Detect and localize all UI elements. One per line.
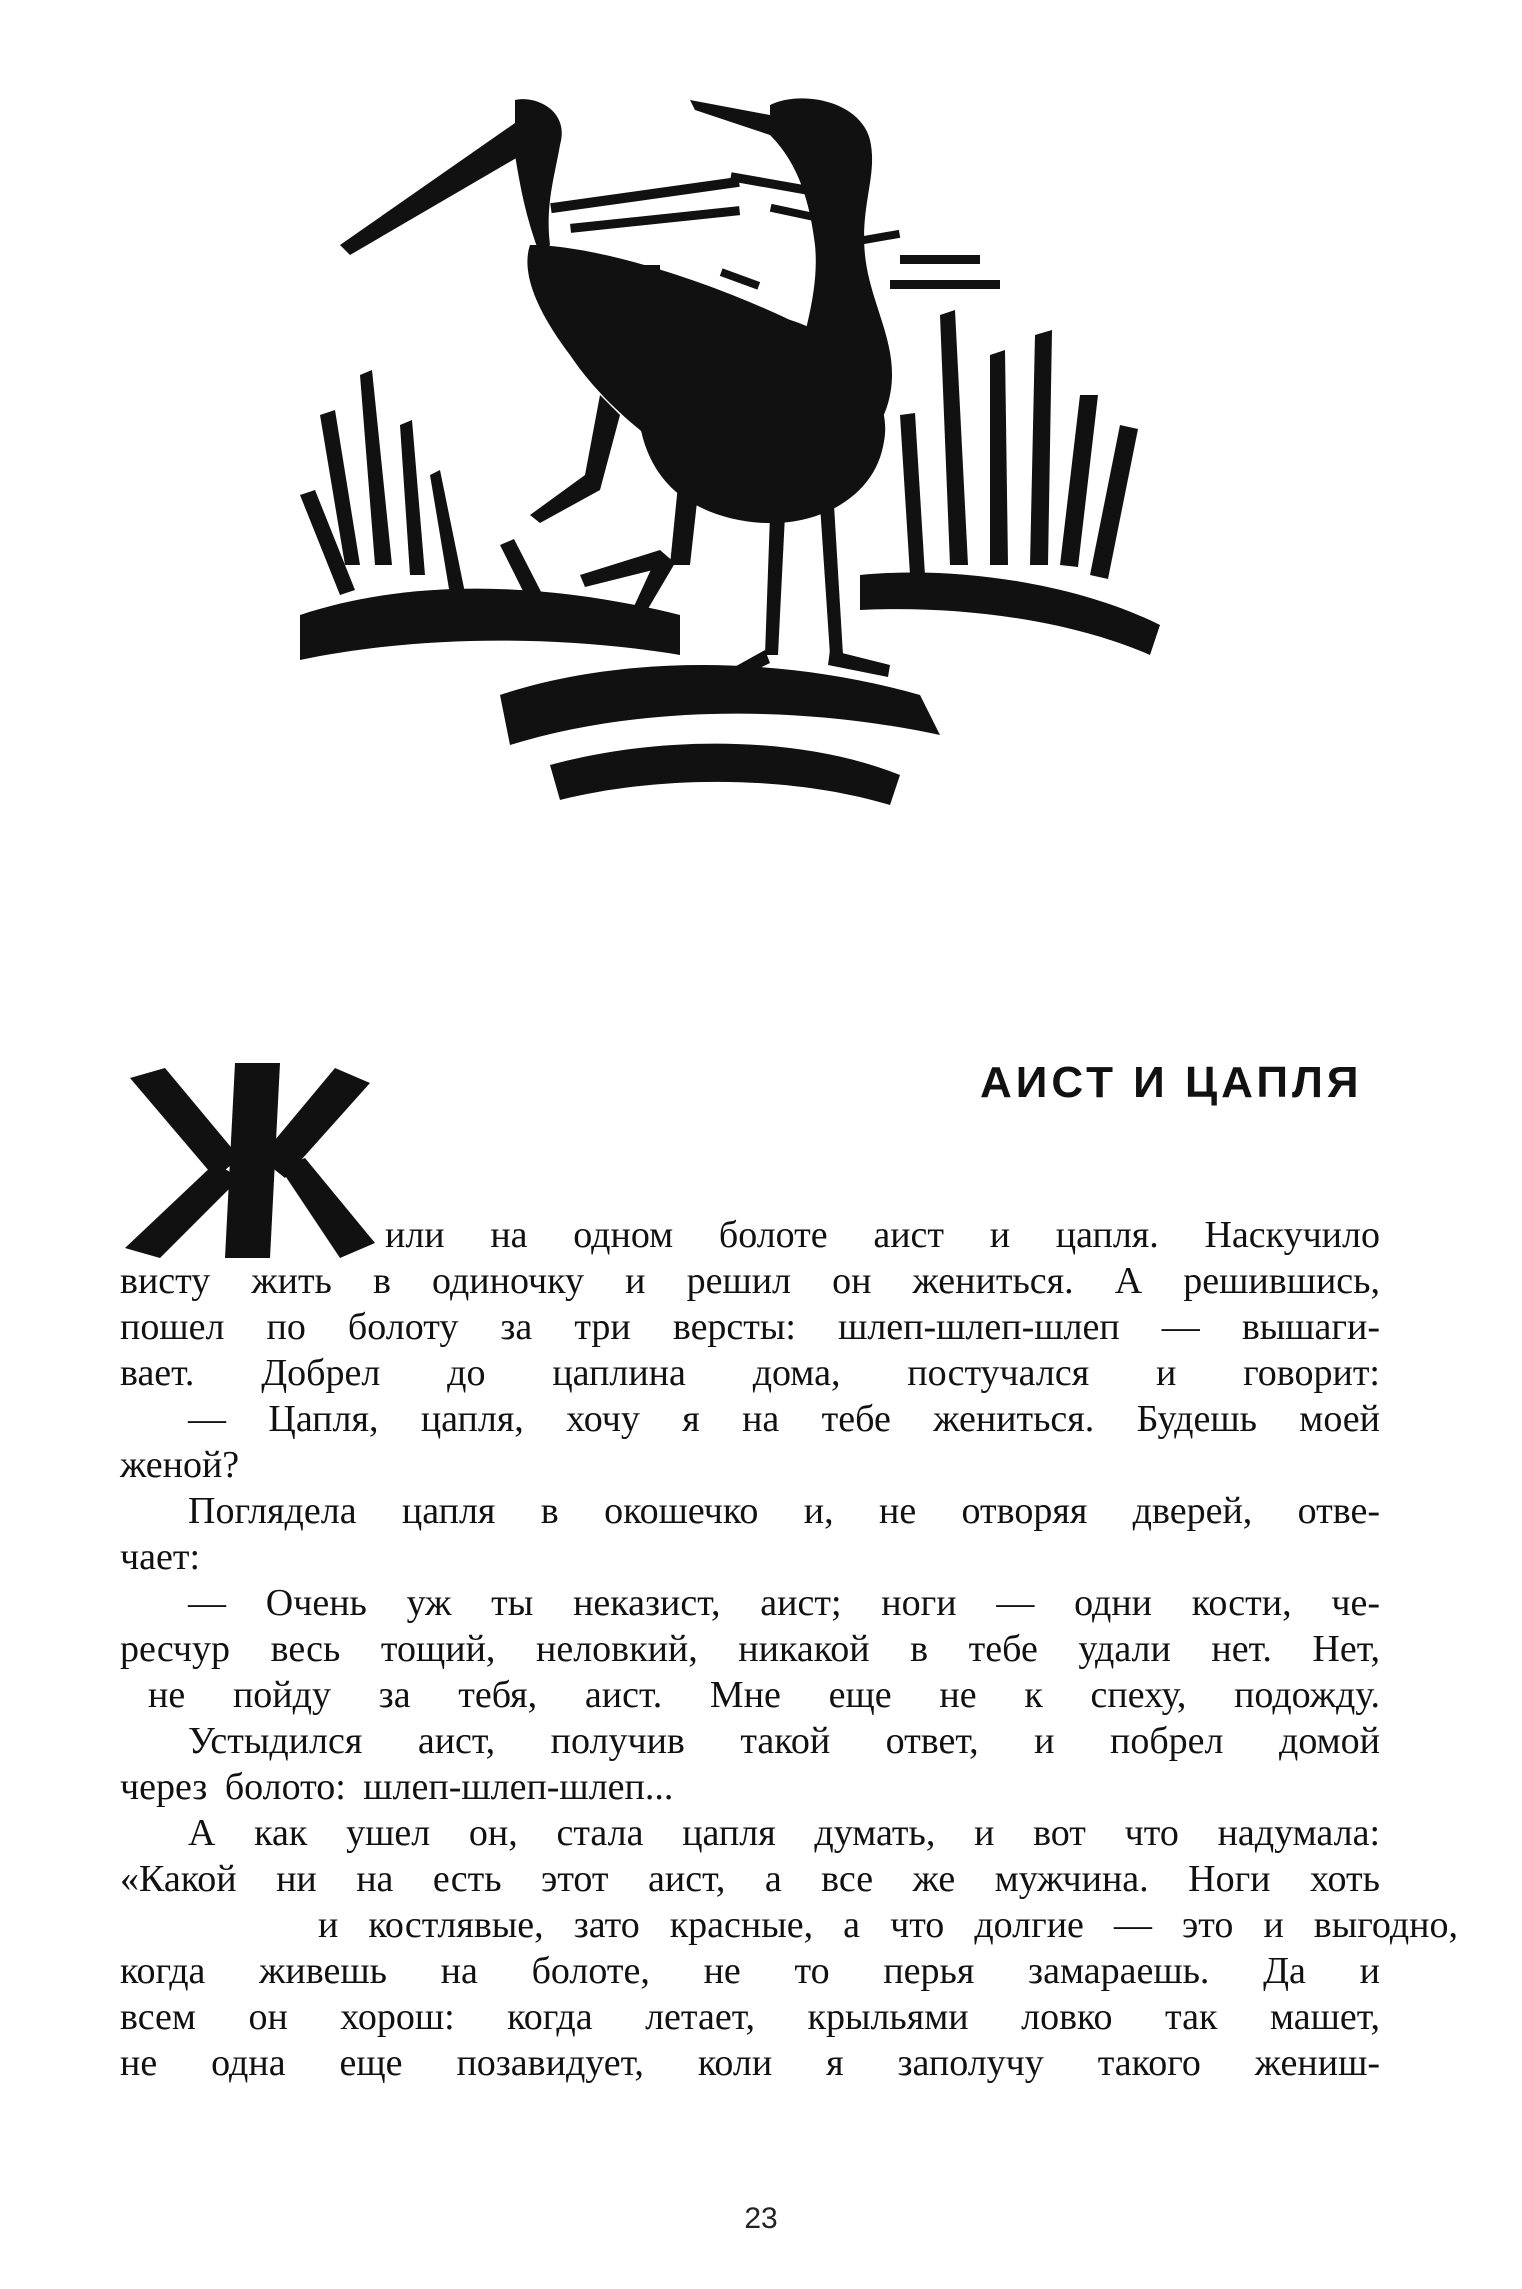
body-line-19: не одна еще позавидует, коли я заполучу такого жениш- bbox=[120, 2042, 1380, 2084]
body-line-11: не пойду за тебя, аист. Мне еще не к спеху, подожду. bbox=[148, 1674, 1380, 1716]
stork-heron-woodcut-illustration bbox=[300, 95, 1200, 825]
body-line-14: А как ушел он, стала цапля думать, и вот что надумала: bbox=[188, 1812, 1380, 1854]
body-line-10: ресчур весь тощий, неловкий, никакой в тебе удали нет. Нет, bbox=[120, 1628, 1380, 1670]
body-line-1: или на одном болоте аист и цапля. Наскучило bbox=[385, 1214, 1380, 1256]
body-line-18: всем он хорош: когда летает, крыльями ловко так машет, bbox=[120, 1996, 1380, 2038]
body-line-15: «Какой ни на есть этот аист, а все же мужчина. Ноги хоть bbox=[120, 1858, 1380, 1900]
body-line-9: — Очень уж ты неказист, аист; ноги — одни кости, че- bbox=[188, 1582, 1380, 1624]
body-line-2: висту жить в одиночку и решил он жениться. А решившись, bbox=[120, 1260, 1380, 1302]
body-line-6: женой? bbox=[120, 1444, 240, 1486]
body-line-16: и костлявые, зато красные, а что долгие — это и выгодно, bbox=[318, 1904, 1458, 1946]
body-line-12: Устыдился аист, получив такой ответ, и побрел домой bbox=[188, 1720, 1380, 1762]
body-line-4: вает. Добрел до цаплина дома, постучался и говорит: bbox=[120, 1352, 1380, 1394]
body-line-17: когда живешь на болоте, не то перья замараешь. Да и bbox=[120, 1950, 1380, 1992]
body-line-3: пошел по болоту за три версты: шлеп-шлеп-шлеп — вышаги- bbox=[120, 1306, 1380, 1348]
story-title: АИСТ И ЦАПЛЯ bbox=[980, 1058, 1363, 1107]
drop-cap-zhe bbox=[120, 1058, 380, 1268]
body-line-5: — Цапля, цапля, хочу я на тебе жениться. Будешь моей bbox=[188, 1398, 1380, 1440]
body-line-13: через болото: шлеп-шлеп-шлеп... bbox=[120, 1766, 674, 1808]
body-line-7: Поглядела цапля в окошечко и, не отворяя дверей, отве- bbox=[188, 1490, 1380, 1532]
page-number: 23 bbox=[744, 2202, 778, 2235]
body-line-8: чает: bbox=[120, 1536, 201, 1578]
ground bbox=[300, 572, 1160, 805]
